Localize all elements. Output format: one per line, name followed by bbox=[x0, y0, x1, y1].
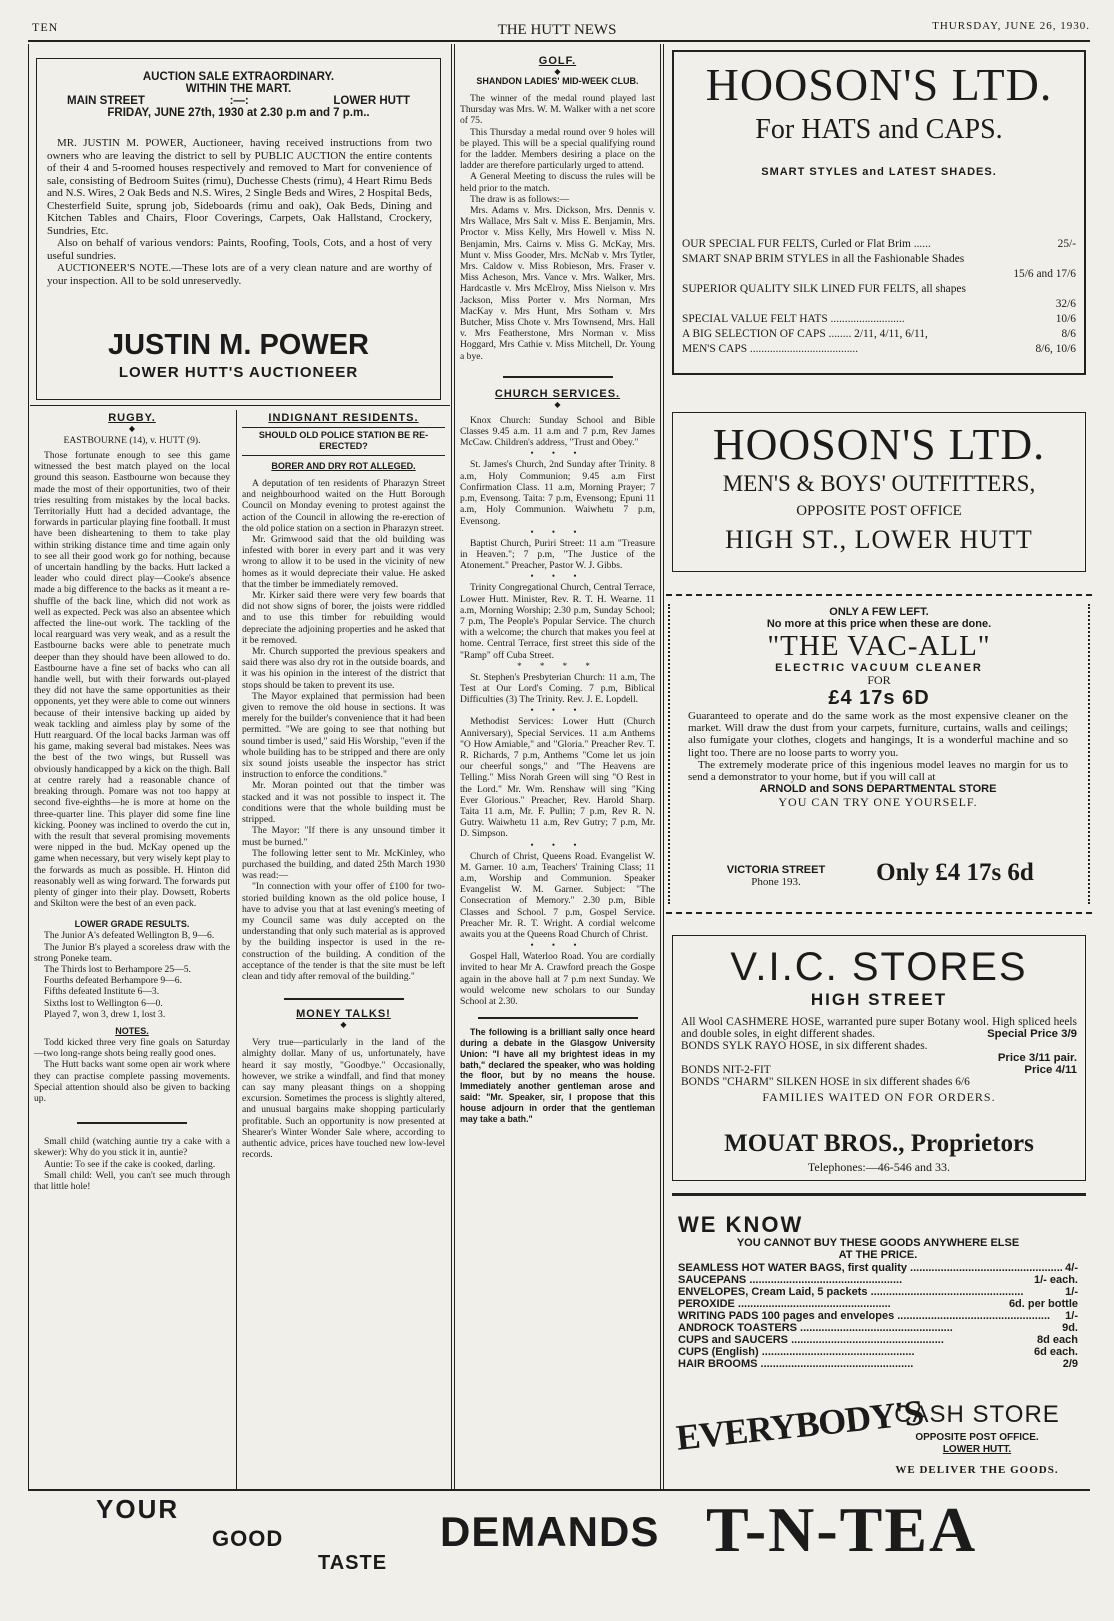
goods-row: SAUCEPANS ..... 1/- each. bbox=[678, 1274, 1078, 1286]
church-notice: Methodist Services: Lower Hutt (Church Anniversary), Special Services. 11 a.m Anthems "O How Amiable," and "Gloria." Preacher Rev. T. R. Richards, 7 p.m, Anthems "Come let us join our cheerful songs," and "The Heavens are Telling." Miss Norah Green will sing "O Rest in the Lord." Mr. Wm. Renshaw will sing "King Ever Glorious." Preacher, Rev. Harold Sharp. Taita 11 a.m, Mr. F. Pullin; 7 p.m, Rev R. N. Gutry. Waiwhetu 11 a.m, Rev Gutry; 7 p.m, Mr. D. Simpson. bbox=[460, 716, 655, 840]
indignant-paragraph: Mr. Kirker said there were very few boards that did not show signs of borer, the joists were riddled and to use this timber for rebuilding would depreciate the adjoining properties and he asked that it be removed. bbox=[242, 590, 445, 646]
separator-dots: • • • bbox=[530, 705, 585, 716]
divider-rule bbox=[478, 1017, 638, 1019]
price-row: A BIG SELECTION OF CAPS ........ 2/11, 4/11, 6/11, 8/6 bbox=[682, 328, 1076, 340]
auction-subtitle: WITHIN THE MART. bbox=[185, 83, 292, 95]
vic-stores-name: V.I.C. STORES bbox=[730, 945, 1028, 989]
sylk-rayo-price: Price 3/11 pair. bbox=[997, 1052, 1077, 1064]
hoosons-tagline: SMART STYLES and LATEST SHADES. bbox=[761, 166, 997, 178]
vic-stores-street: HIGH STREET bbox=[810, 990, 948, 1009]
indignant-heading: INDIGNANT RESIDENTS. bbox=[268, 412, 419, 424]
golf-paragraph: A General Meeting to discuss the rules will be held prior to the match. bbox=[460, 171, 655, 194]
banner-good: GOOD bbox=[212, 1526, 284, 1551]
separator-dots: • • • bbox=[530, 526, 585, 537]
vac-all-store: ARNOLD and SONS DEPARTMENTAL STORE bbox=[759, 783, 997, 796]
church-heading: CHURCH SERVICES. bbox=[494, 387, 621, 400]
church-notice: St. Stephen's Presbyterian Church: 11 a.m, The Test at Our Lord's Coming. 7 p.m, Biblical Difficulties (3) The Trinity. Rev. J. E. Lopdell. bbox=[460, 671, 655, 706]
church-notice: Trinity Congregational Church, Central Terrace, Lower Hutt. Minister, Rev. R. T. H. Wearne. 11 a.m, Morning Worship; 2.30 p.m, Sunday School; 7 p.m, The People's Popular Service. The church with a welcome; the church that makes you feel at home. Central Terrace, first street this side of the "Ramp" off Cuba Street. bbox=[460, 582, 655, 661]
hoosons-name: HOOSON'S LTD. bbox=[712, 420, 1046, 469]
golf-club-heading: SHANDON LADIES' MID-WEEK CLUB. bbox=[476, 76, 639, 86]
auction-body: MR. JUSTIN M. POWER, Auctioneer, having received instructions from two owners who are leaving the district to sell by PUBLIC AUCTION the entire contents of their 4 and 5-roomed houses respectively and removed to Mart for convenience of sale, consisting of Bedroom Suites (rimu), Duchesse Chests (rimu), 4 Heart Rimu Beds and N.S. Wires, 2 Oak Beds and N.S. Wires, 2 Single Beds and Wires, 2 Hospital Beds, Chesterfield Suite, sprung job, Sideboards (rimu and oak), Oak Beds, Dining and Kitchen Tables and Chairs, Floor Coverings, Carpets, Oak Hallstand, Crockery, Sundries, Etc. bbox=[47, 137, 432, 237]
cash-store: CASH STORE bbox=[894, 1401, 1060, 1428]
grade-result: Fourths defeated Berhampore 9—6. bbox=[44, 975, 183, 987]
indignant-paragraph: A deputation of ten residents of Pharazyn Street and neighbourhood waited on the Hutt Borough Council on Monday evening to protest against the action of the Council in allowing the re-erection of the old police station on a section in Pharazyn street. bbox=[242, 478, 445, 534]
page-number: TEN bbox=[32, 20, 59, 34]
church-notice: Gospel Hall, Waterloo Road. You are cordially invited to hear Mr A. Crawford preach the Gospe again in the above hall at 7 p.m next Sunday. We would welcome new scholars to our Sunday School at 2.30. bbox=[460, 951, 655, 1008]
church-notice: Baptist Church, Puriri Street: 11 a.m "Treasure in Heaven."; 7 p.m, "The Justice of the Atonement." Preacher, Pastor W. J. Gibbs. bbox=[460, 537, 655, 572]
separator-dots: • • • bbox=[530, 448, 585, 459]
divider-rule bbox=[284, 998, 404, 1000]
newspaper-title: THE HUTT NEWS bbox=[497, 22, 617, 38]
vic-telephones: Telephones:—46-546 and 33. bbox=[807, 1160, 951, 1174]
everybodys-advertisement bbox=[672, 1193, 1086, 1489]
rugby-result: EASTBOURNE (14), v. HUTT (9). bbox=[63, 435, 201, 446]
everybodys-location: LOWER HUTT. bbox=[942, 1444, 1012, 1455]
notes-paragraph: Todd kicked three very fine goals on Saturday—two long-range shots being really good ones. bbox=[34, 1036, 230, 1060]
separator-dots: * * * * bbox=[517, 660, 598, 671]
golf-church-column bbox=[460, 55, 655, 1489]
auctioneer-role: LOWER HUTT'S AUCTIONEER bbox=[118, 364, 359, 381]
vac-all-type: ELECTRIC VACUUM CLEANER bbox=[775, 662, 983, 674]
vac-all-name: "THE VAC-ALL" bbox=[767, 630, 991, 662]
we-know-subtitle-2: AT THE PRICE. bbox=[838, 1248, 918, 1261]
mouat-bros: MOUAT BROS., Proprietors bbox=[724, 1130, 1034, 1157]
vac-all-phone: Phone 193. bbox=[751, 876, 801, 888]
issue-date: THURSDAY, JUNE 26, 1930. bbox=[932, 20, 1090, 32]
price-row: SPECIAL VALUE FELT HATS .......................... 10/6 bbox=[682, 313, 1076, 325]
money-talks-heading: MONEY TALKS! bbox=[296, 1008, 391, 1021]
vac-all-street: VICTORIA STREET bbox=[726, 864, 826, 876]
hoosons-location: HIGH ST., LOWER HUTT bbox=[725, 525, 1033, 554]
banner-tntea: T-N-TEA bbox=[706, 1494, 978, 1565]
diamond-divider-icon: ◆ bbox=[554, 399, 561, 409]
hoosons-opposite-post-office: OPPOSITE POST OFFICE bbox=[796, 503, 962, 519]
indignant-paragraph: The following letter sent to Mr. McKinley, who purchased the building, and dated 25th March 1930 was read:— bbox=[242, 847, 445, 882]
rugby-report: Those fortunate enough to see this game witnessed the best match played on the local ground this season. Eastbourne won because they made the most of their opportunities, two of their tries resulting from mistakes by the local backs. Territorially Hutt had a decided advantage, the forwards in particular playing fine football. It must have been disheartening to them to take play within striking distance time and time again only to see all their good work go for nothing, because of uncertain handling by the backs. Hutt lacked a leader who could direct play—Cooke's absence made a big difference to the backs as it meant a re-shuffle of the back line, which did not work as well as expected. Peck was also an absentee which affected the line-out work. The tackling of the local rearguard was very weak, and as a result the Eastbourne backs were able to penetrate much deeper than they should have been allowed to do. Eastbourne have a fine set of backs who can all handle well, but with their forwards out-played they did not have the same opportunities as their opponents, yet they were able to come out winners because of their intensive backing up aided by weak tackling and aimless play by some of the Hutt rearguard. Of the local backs Jarman was off his game, making several bad mistakes. Nees was the best of the two wings, but Russell was obviously handicapped by a kick on the thigh. Ball at centre rarely had a reasonable chance of breaking through. Pomare was not too happy at second five-eighths—he is more at home on the three-quarter line. This player did some fine line kicking. Pooney was inclined to overdo the cut in, with the result that several promising movements were nipped in the bud. McKay opened up the game when necessary, but very wisely kept play to the forwards as much as possible. H. Hinton did reasonably well as wing forward. The forwards put plenty of ginger into their play. Dowsett, Roberts and Skilton were the best of an even pack. bbox=[34, 450, 230, 910]
goods-row: CUPS (English) ..... 6d each. bbox=[678, 1346, 1078, 1358]
goods-row: ENVELOPES, Cream Laid, 5 packets ..... 1/- bbox=[678, 1286, 1078, 1298]
vac-all-only-price: Only £4 17s 6d bbox=[876, 859, 1034, 886]
debate-sally: The following is a brilliant sally once heard during a debate in the Glasgow University Union: "I have all my brightest ideas in my bath," declared the speaker, who was holding the floor, but by no means the house. Immediately another gentleman arose and said: "Mr. Speaker, sir, I propose that this house adjourn in order that the gentleman may take a bath." bbox=[460, 1027, 655, 1124]
everybodys-opposite: OPPOSITE POST OFFICE. bbox=[915, 1432, 1039, 1443]
joke-line: Small child (watching auntie try a cake with a skewer): Why do you stick it in, auntie? bbox=[34, 1136, 230, 1159]
vac-all-description: The extremely moderate price of this ingenious model leaves no margin for us to send a demonstrator to your home, but if you will call at bbox=[688, 758, 1068, 784]
goods-row: ANDROCK TOASTERS ..... 9d. bbox=[678, 1322, 1078, 1334]
indignant-letter: "In connection with your offer of £100 for two-storied building known as the old police house, I have to advise you that at last evening's meeting of my Council same was duly accepted on the understanding that only such material as is approved by the building inspector is used in the re-construction of the building. A condition of the acceptance of the tender is that the site must be left clean and tidy after removal of the building." bbox=[242, 881, 445, 982]
sylk-rayo-hose: BONDS SYLK RAYO HOSE, in six different shades. bbox=[681, 1040, 928, 1052]
vac-all-for: FOR bbox=[867, 673, 891, 687]
we-know-title: WE KNOW bbox=[678, 1212, 804, 1237]
church-notice: Knox Church: Sunday School and Bible Classes 9.45 a.m. 11 a.m and 7 p.m, Rev James McCaw. Children's address, "Trust and Obey." bbox=[460, 414, 655, 449]
goods-row: CUPS and SAUCERS ..... 8d each bbox=[678, 1334, 1078, 1346]
we-know-subtitle: YOU CANNOT BUY THESE GOODS ANYWHERE ELSE bbox=[736, 1237, 1020, 1249]
price-row: MEN'S CAPS ...................................... 8/6, 10/6 bbox=[682, 343, 1076, 355]
indignant-paragraph: Mr. Church supported the previous speakers and said there was also dry rot in the outside boards, and it was his opinion in the interest of the district that stops should be taken to prevent its use. bbox=[242, 646, 445, 691]
rugby-heading: RUGBY. bbox=[108, 412, 156, 424]
diamond-divider-icon: ◆ bbox=[554, 67, 561, 76]
we-deliver: WE DELIVER THE GOODS. bbox=[895, 1464, 1059, 1476]
everybodys-logo: EVERYBODY'S bbox=[674, 1392, 925, 1458]
separator-dots: • • • bbox=[530, 839, 585, 850]
rugby-column bbox=[34, 412, 230, 1489]
divider-rule bbox=[503, 376, 613, 378]
borer-subheading: BORER AND DRY ROT ALLEGED. bbox=[271, 461, 416, 471]
auction-note: AUCTIONEER'S NOTE.—These lots are of a very clean nature and are worthy of your inspection. All to be sold unreservedly. bbox=[47, 262, 432, 287]
golf-paragraph: The winner of the medal round played last Thursday was Mrs. W. M. Walker with a net score of 75. bbox=[460, 93, 655, 127]
price-row: SMART SNAP BRIM STYLES in all the Fashionable Shades bbox=[682, 253, 965, 265]
hoosons-hats-subtitle: For HATS and CAPS. bbox=[755, 114, 1003, 145]
banner-your: YOUR bbox=[96, 1494, 180, 1524]
indignant-paragraph: Mr. Grimwood said that the old building was infested with borer in every part and it was very wrong to allow it to be used in the vicinity of new homes as it would depreciate their value. He asked that the timber be immediately removed. bbox=[242, 534, 445, 590]
price-row: 15/6 and 17/6 bbox=[1013, 268, 1076, 280]
grade-result: The Junior B's played a scoreless draw with the strong Poneke team. bbox=[34, 941, 230, 964]
nit-2-fit: BONDS NIT-2-FIT bbox=[681, 1064, 771, 1076]
auction-advertisement bbox=[36, 58, 441, 400]
joke-line: Small child: Well, you can't see much through that little hole! bbox=[34, 1169, 230, 1192]
vac-all-try: YOU CAN TRY ONE YOURSELF. bbox=[778, 795, 978, 810]
church-notice: St. James's Church, 2nd Sunday after Trinity. 8 a.m, Holy Communion; 9.45 a.m First Confirmation Class. 11 a.m, Morning Prayer; 7 p.m, Evensong. Taita: 7 p.m, Evensong; Epuni 11 a.m, Holy Communion. Waiwhetu 7 p.m, Evensong. bbox=[460, 459, 655, 527]
notes-paragraph: The Hutt backs want some open air work where they can practise complete passing movements. Special attention should also be given to backing up. bbox=[34, 1059, 230, 1104]
hoosons-outfitters-subtitle: MEN'S & BOYS' OUTFITTERS, bbox=[722, 471, 1036, 496]
vac-all-few-left: ONLY A FEW LEFT. bbox=[829, 606, 929, 618]
indignant-paragraph: Mr. Moran pointed out that the timber was stacked and it was not possible to inspect it. The conditions were that the whole building must be stripped. bbox=[242, 780, 445, 826]
grade-result: Played 7, won 3, drew 1, lost 3. bbox=[44, 1008, 166, 1020]
cashmere-hose-description: All Wool CASHMERE HOSE, warranted pure super Botany wool. High spliced heels and double soles, in eight different shades. bbox=[681, 1016, 1077, 1040]
price-row: OUR SPECIAL FUR FELTS, Curled or Flat Brim ...... 25/- bbox=[682, 238, 1076, 250]
auction-location-right: LOWER HUTT bbox=[333, 95, 410, 107]
auction-date: FRIDAY, JUNE 27th, 1930 at 2.30 p.m and 7 p.m.. bbox=[107, 107, 370, 119]
auction-location-left: MAIN STREET bbox=[67, 95, 145, 107]
golf-paragraph: The draw is as follows:— bbox=[470, 193, 570, 205]
vac-all-advertisement bbox=[666, 594, 1092, 914]
indignant-paragraph: The Mayor: "If there is any unsound timber it must be burned." bbox=[242, 825, 445, 848]
banner-demands: DEMANDS bbox=[440, 1508, 660, 1555]
auction-location-separator: :—: bbox=[229, 95, 249, 107]
price-row: SUPERIOR QUALITY SILK LINED FUR FELTS, all shapes bbox=[682, 283, 966, 295]
vic-stores-advertisement bbox=[672, 935, 1086, 1181]
hoosons-name: HOOSON'S LTD. bbox=[705, 59, 1053, 110]
church-notice: Church of Christ, Queens Road. Evangelist W. M. Garner. 10 a.m, Teachers' Training Class; 11 a.m, Worship and Communion. Speaker Evangelist W. M. Garner. Subject: "The Consecration of Memory." 2.30 p.m, Bible Classes and School. 7 p.m, Gospel Service. Preacher Mr. R. T. Wright. A cordial welcome awaits you at the Queens Road Church of Christ. bbox=[460, 850, 655, 940]
grade-result: Sixths lost to Wellington 6—0. bbox=[44, 997, 163, 1009]
auctioneer-name: JUSTIN M. POWER bbox=[107, 329, 369, 361]
golf-paragraph: This Thursday a medal round over 9 holes will be played. This will be a special qualifying round for the ladder. Members desiring a place on the ladder are therefore particularly urged to attend. bbox=[460, 126, 655, 172]
joke-line: Auntie: To see if the cake is cooked, darling. bbox=[44, 1158, 216, 1170]
diamond-divider-icon: ◆ bbox=[340, 1020, 347, 1030]
indignant-paragraph: The Mayor explained that permission had been given to remove the old house in sections. It was merely for the builder's convenience that it had been permitted. "We are going to see that nothing but sound timber is used," said His Worship, "even if the whole building has to be stripped and there are only six sound joists useable the inspector has strict instruction to enforce the conditions." bbox=[242, 690, 445, 781]
notes-heading: NOTES. bbox=[115, 1025, 149, 1036]
hoosons-outfitters-advertisement bbox=[672, 412, 1086, 572]
vac-all-price: £4 17s 6D bbox=[828, 687, 930, 709]
grade-result: The Thirds lost to Berhampore 25—5. bbox=[44, 963, 191, 975]
golf-heading: GOLF. bbox=[538, 55, 577, 67]
banner-taste: TASTE bbox=[318, 1552, 388, 1574]
goods-row: HAIR BROOMS ..... 2/9 bbox=[678, 1358, 1078, 1370]
vac-all-price-note: No more at this price when these are done. bbox=[766, 618, 992, 630]
hoosons-hats-advertisement bbox=[672, 50, 1086, 375]
goods-row: PEROXIDE ..... 6d. per bottle bbox=[678, 1298, 1078, 1310]
price-row: 32/6 bbox=[1055, 298, 1076, 310]
auction-body: Also on behalf of various vendors: Paints, Roofing, Tools, Cots, and a host of very useful sundries. bbox=[47, 237, 432, 262]
cashmere-hose-price: Special Price 3/9 bbox=[987, 1028, 1077, 1040]
money-talks-paragraph: Very true—particularly in the land of the almighty dollar. Many of us, unfortunately, have heard it say mostly, "Goodbye." Occasionally, however, we strike a windfall, and find that money can say many pleasant things on a shopping excursion. Sometimes the process is slightly altered, and unusual bargains make shopping particularly profitable. Such an opportunity is now presented at Shearer's Winter Wonder Sale where, according to authentic advice, prices have touched new low-level records. bbox=[242, 1037, 445, 1161]
goods-row: SEAMLESS HOT WATER BAGS, first quality ..... 4/- bbox=[678, 1262, 1078, 1274]
separator-dots: • • • bbox=[530, 571, 585, 582]
diamond-divider-icon: ◆ bbox=[128, 424, 136, 433]
auction-title: AUCTION SALE EXTRAORDINARY. bbox=[142, 71, 335, 83]
separator-dots: • • • bbox=[530, 940, 585, 951]
grade-result: The Junior A's defeated Wellington B, 9—6. bbox=[44, 930, 215, 942]
nit-2-fit-price: Price 4/11 bbox=[1024, 1064, 1077, 1076]
families-waited: FAMILIES WAITED ON FOR ORDERS. bbox=[762, 1090, 996, 1104]
goods-row: WRITING PADS 100 pages and envelopes ..... 1/- bbox=[678, 1310, 1078, 1322]
divider-rule bbox=[77, 1122, 187, 1124]
golf-draw: Mrs. Adams v. Mrs. Dickson, Mrs. Dennis v. Mrs Wallace, Mrs Salt v. Miss E. Benjamin, Mrs. Proctor v. Miss Kelly, Mrs Howell v. Miss N. Benjamin, Mrs. Cairns v. Miss G. McKay, Mrs. Munt v. Miss Gooder, Mrs. McNab v. Mrs Tytler, Mrs. Caldow v. Miss Robieson, Mrs. Fraser v. Miss Acheson, Mrs. Vance v. Mrs. Walker, Mrs. Hardcastle v. Mrs McElroy, Miss Nielson v. Mrs Jackson, Miss Porter v. Mrs Norman, Mrs MacKay v. Mrs Hunt, Mrs Sotham v. Mrs Butcher, Miss Chote v. Mrs Townsend, Mrs. Hall v. Mrs Featherstone, Mrs Norman v. Miss Hoggard, Mrs Cathie v. Miss Mitchell, Dr. Young a bye. bbox=[460, 205, 655, 362]
lower-grade-heading: LOWER GRADE RESULTS. bbox=[74, 919, 190, 930]
vac-all-description: Guaranteed to operate and do the same work as the most expensive cleaner on the market. Will draw the dust from your carpets, furniture, curtains, walls and ceilings; also fumigate your clothes, clogets and hangings, It is a wonderful machine and so light too. There are no loose parts to worry you. bbox=[688, 710, 1068, 759]
charm-hose: BONDS "CHARM" SILKEN HOSE in six different shades 6/6 bbox=[681, 1076, 970, 1088]
indignant-residents-column bbox=[242, 412, 445, 1489]
grade-result: Fifths defeated Institute 6—3. bbox=[44, 986, 160, 998]
indignant-question: SHOULD OLD POLICE STATION BE RE-ERECTED? bbox=[258, 430, 429, 451]
